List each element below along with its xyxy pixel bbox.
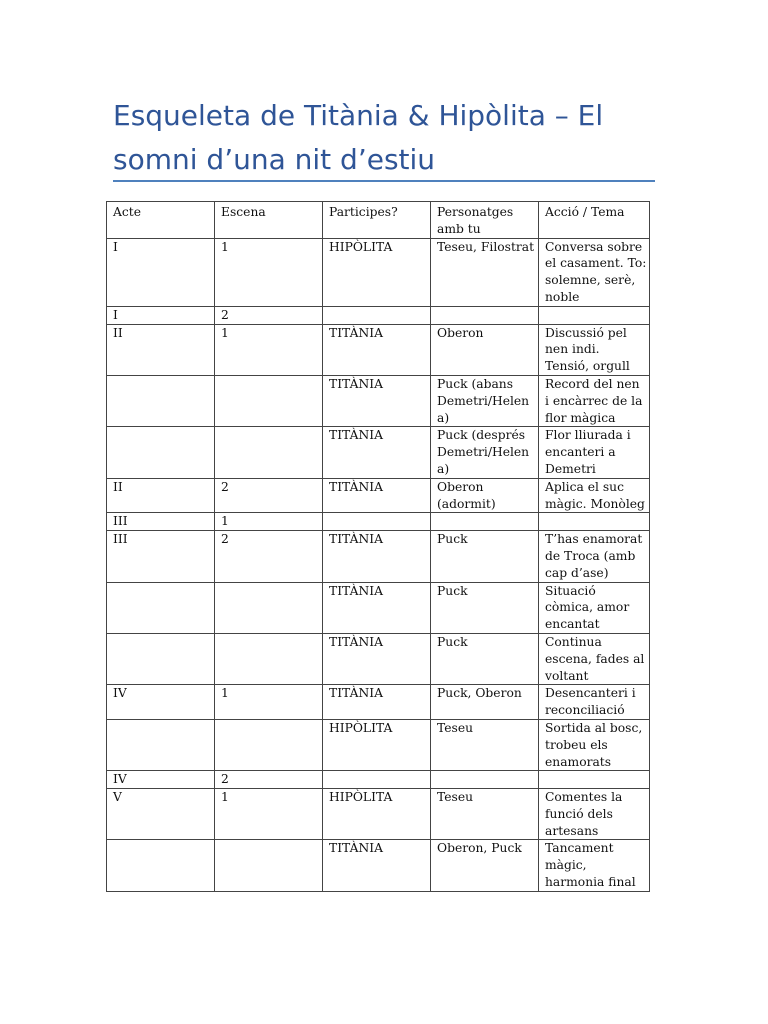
header-escena: Escena bbox=[215, 202, 323, 239]
cell-participes: HIPÒLITA bbox=[323, 789, 431, 840]
cell-accio: Tancament màgic, harmonia final bbox=[539, 840, 650, 891]
cell-personatges: Puck (abans Demetri/Helena) bbox=[431, 375, 539, 426]
cell-personatges bbox=[431, 306, 539, 324]
cell-escena bbox=[215, 375, 323, 426]
table-row bbox=[107, 789, 650, 840]
table-row bbox=[107, 513, 650, 531]
cell-accio: Situació còmica, amor encantat bbox=[539, 582, 650, 633]
table-row bbox=[107, 582, 650, 633]
cell-accio: Discussió pel nen indi. Tensió, orgull bbox=[539, 324, 650, 375]
header-accio-tema: Acció / Tema bbox=[539, 202, 650, 239]
cell-acte: III bbox=[107, 531, 215, 582]
cell-acte: I bbox=[107, 306, 215, 324]
table-row bbox=[107, 478, 650, 513]
cell-personatges: Puck bbox=[431, 633, 539, 684]
cell-accio: Conversa sobre el casament. To: solemne, serè, noble bbox=[539, 238, 650, 306]
cell-escena bbox=[215, 840, 323, 891]
cell-acte bbox=[107, 840, 215, 891]
cell-personatges: Puck (després Demetri/Helena) bbox=[431, 427, 539, 478]
cell-personatges: Puck, Oberon bbox=[431, 685, 539, 720]
cell-accio: Aplica el suc màgic. Monòleg bbox=[539, 478, 650, 513]
table-row bbox=[107, 306, 650, 324]
table-row bbox=[107, 238, 650, 306]
cell-personatges: Oberon, Puck bbox=[431, 840, 539, 891]
cell-accio: Flor lliurada i encanteri a Demetri bbox=[539, 427, 650, 478]
cell-acte bbox=[107, 427, 215, 478]
cell-escena: 2 bbox=[215, 771, 323, 789]
cell-participes bbox=[323, 306, 431, 324]
scene-table bbox=[106, 201, 650, 892]
table-header-row bbox=[107, 202, 650, 239]
cell-accio bbox=[539, 306, 650, 324]
cell-escena bbox=[215, 427, 323, 478]
cell-accio bbox=[539, 513, 650, 531]
cell-participes: TITÀNIA bbox=[323, 840, 431, 891]
cell-acte: II bbox=[107, 324, 215, 375]
cell-personatges: Teseu bbox=[431, 789, 539, 840]
table-row bbox=[107, 771, 650, 789]
cell-accio: Sortida al bosc, trobeu els enamorats bbox=[539, 719, 650, 770]
cell-acte: II bbox=[107, 478, 215, 513]
cell-participes: TITÀNIA bbox=[323, 685, 431, 720]
cell-personatges: Oberon bbox=[431, 324, 539, 375]
cell-escena: 1 bbox=[215, 238, 323, 306]
cell-acte: III bbox=[107, 513, 215, 531]
cell-acte: V bbox=[107, 789, 215, 840]
cell-personatges bbox=[431, 771, 539, 789]
cell-personatges: Puck bbox=[431, 582, 539, 633]
cell-participes: TITÀNIA bbox=[323, 478, 431, 513]
cell-participes: TITÀNIA bbox=[323, 531, 431, 582]
cell-participes bbox=[323, 771, 431, 789]
cell-acte bbox=[107, 582, 215, 633]
cell-participes: TITÀNIA bbox=[323, 582, 431, 633]
cell-acte bbox=[107, 375, 215, 426]
cell-participes: TITÀNIA bbox=[323, 427, 431, 478]
table-row bbox=[107, 840, 650, 891]
cell-acte: IV bbox=[107, 771, 215, 789]
cell-personatges: Teseu bbox=[431, 719, 539, 770]
table-row bbox=[107, 685, 650, 720]
cell-participes: TITÀNIA bbox=[323, 324, 431, 375]
table-row bbox=[107, 633, 650, 684]
table-row bbox=[107, 375, 650, 426]
page-title: Esqueleta de Titània & Hipòlita – El somni d’una nit d’estiu bbox=[113, 99, 604, 176]
cell-escena bbox=[215, 582, 323, 633]
table-row bbox=[107, 531, 650, 582]
cell-accio: T’has enamorat de Troca (amb cap d’ase) bbox=[539, 531, 650, 582]
cell-escena: 2 bbox=[215, 478, 323, 513]
header-participes: Participes? bbox=[323, 202, 431, 239]
cell-accio: Comentes la funció dels artesans bbox=[539, 789, 650, 840]
cell-accio: Continua escena, fades al voltant bbox=[539, 633, 650, 684]
cell-acte bbox=[107, 633, 215, 684]
table-row bbox=[107, 719, 650, 770]
cell-participes: HIPÒLITA bbox=[323, 238, 431, 306]
cell-escena: 1 bbox=[215, 513, 323, 531]
cell-escena: 2 bbox=[215, 531, 323, 582]
cell-participes: TITÀNIA bbox=[323, 375, 431, 426]
cell-escena bbox=[215, 719, 323, 770]
cell-acte bbox=[107, 719, 215, 770]
cell-acte: I bbox=[107, 238, 215, 306]
cell-accio: Record del nen i encàrrec de la flor màgica bbox=[539, 375, 650, 426]
cell-escena: 1 bbox=[215, 685, 323, 720]
cell-accio: Desencanteri i reconciliació bbox=[539, 685, 650, 720]
cell-escena: 1 bbox=[215, 324, 323, 375]
cell-personatges: Puck bbox=[431, 531, 539, 582]
cell-accio bbox=[539, 771, 650, 789]
table-row bbox=[107, 324, 650, 375]
header-acte: Acte bbox=[107, 202, 215, 239]
cell-personatges bbox=[431, 513, 539, 531]
cell-personatges: Oberon (adormit) bbox=[431, 478, 539, 513]
cell-escena: 1 bbox=[215, 789, 323, 840]
header-personatges: Personatges amb tu bbox=[431, 202, 539, 239]
cell-escena: 2 bbox=[215, 306, 323, 324]
cell-participes bbox=[323, 513, 431, 531]
cell-personatges: Teseu, Filostrat bbox=[431, 238, 539, 306]
title-underline bbox=[113, 180, 655, 182]
table-row bbox=[107, 427, 650, 478]
cell-acte: IV bbox=[107, 685, 215, 720]
cell-escena bbox=[215, 633, 323, 684]
cell-participes: TITÀNIA bbox=[323, 633, 431, 684]
cell-participes: HIPÒLITA bbox=[323, 719, 431, 770]
